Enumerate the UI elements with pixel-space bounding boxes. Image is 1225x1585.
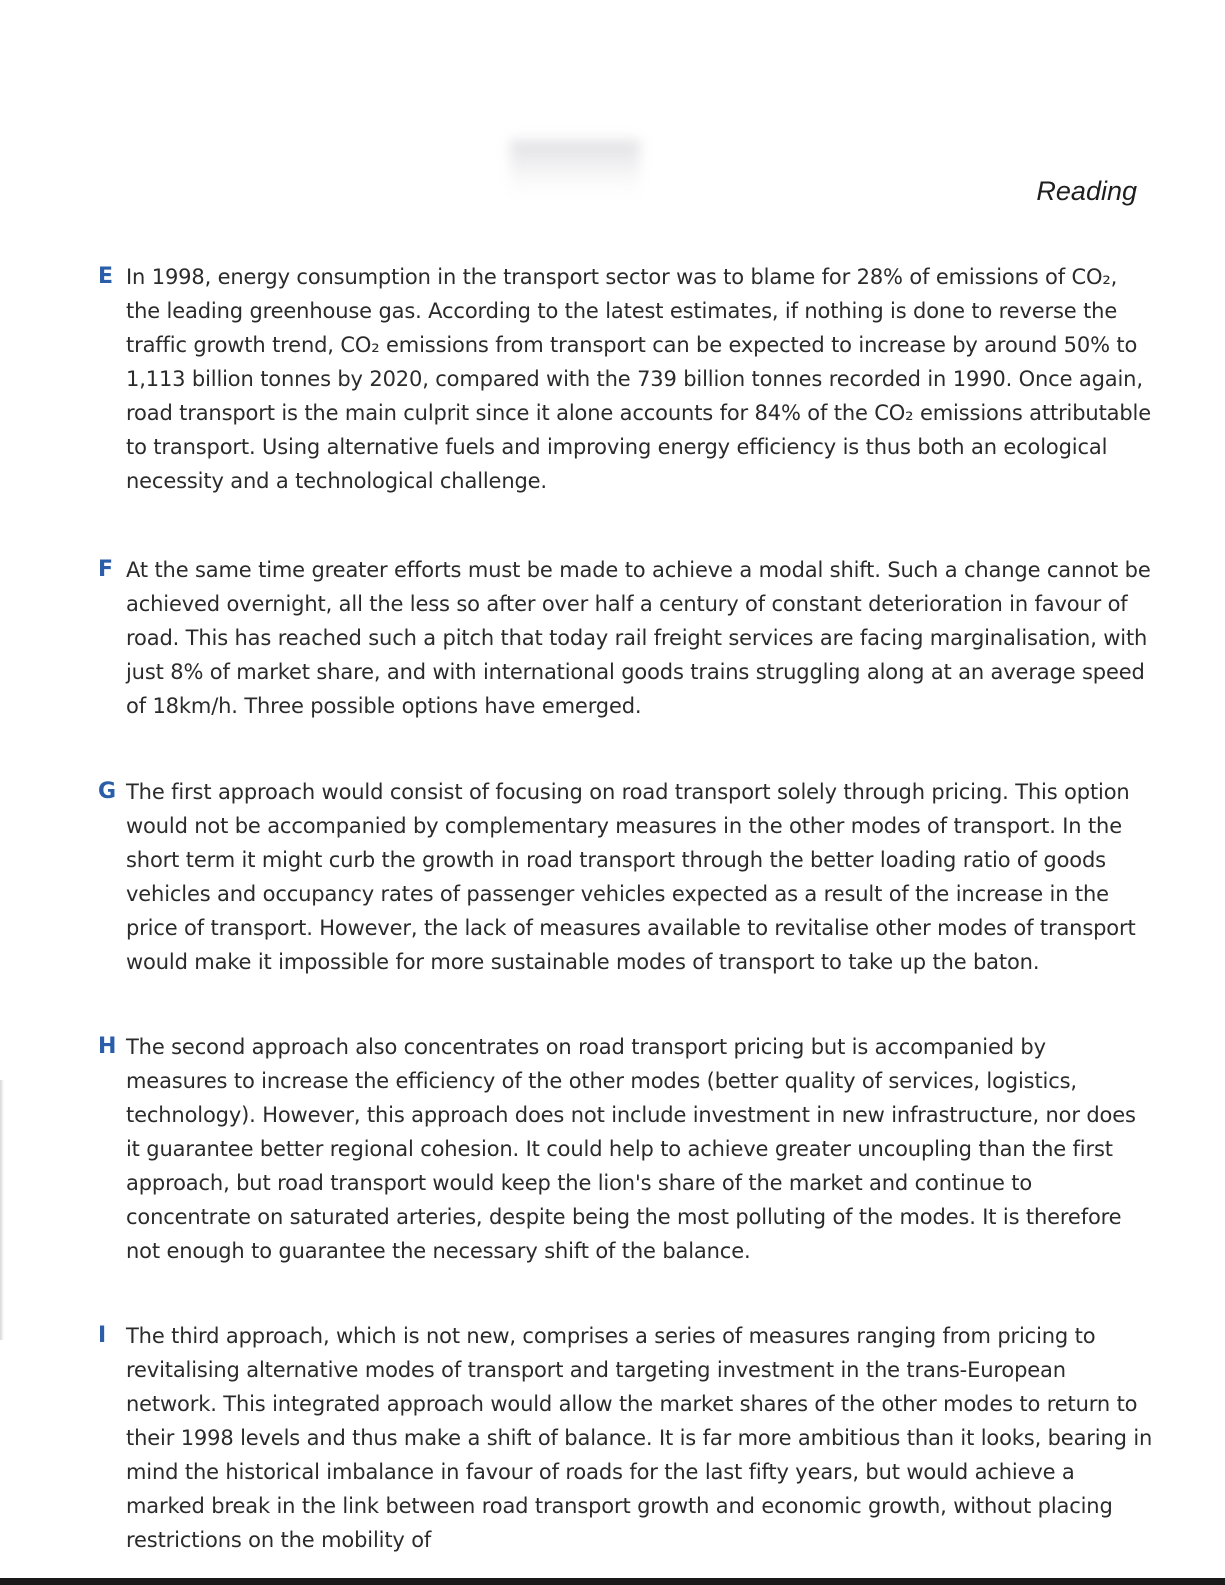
section-heading: Reading [1036,176,1137,206]
paragraph-g [98,775,1153,979]
paragraph-letter: E [98,264,114,289]
paragraph-letter: G [98,779,117,804]
paragraph-text: The first approach would consist of focusing on road transport solely through pricing. This option would not be accompanied by complementary measures in the other modes of transport. In the short term it might curb the growth in road transport through the better loading ratio of goods vehicles and occupancy rates of passenger vehicles expected as a result of the increase in the price of transport. However, the lack of measures available to revitalise other modes of transport would make it impossible for more sustainable modes of transport to take up the baton. [126,780,1136,974]
paragraph-text: At the same time greater efforts must be made to achieve a modal shift. Such a change cannot be achieved overnight, all the less so after over half a century of constant deterioration in favour of road. This has reached such a pitch that today rail freight services are facing marginalisation, with just 8% of market share, and with international goods trains struggling along at an average speed of 18km/h. Three possible options have emerged. [126,558,1151,718]
paragraph-letter: H [98,1034,117,1059]
scan-edge-shadow [0,1080,4,1340]
paragraph-letter: I [98,1323,107,1348]
paragraph-h [98,1030,1153,1268]
page-bottom-edge [0,1578,1225,1585]
scan-shadow [510,140,640,200]
paragraph-e [98,260,1153,498]
paragraph-f [98,553,1153,723]
paragraph-text: In 1998, energy consumption in the transport sector was to blame for 28% of emissions of CO₂, the leading greenhouse gas. According to the latest estimates, if nothing is done to reverse the traffic growth trend, CO₂ emissions from transport can be expected to increase by around 50% to 1,113 billion tonnes by 2020, compared with the 739 billion tonnes recorded in 1990. Once again, road transport is the main culprit since it alone accounts for 84% of the CO₂ emissions attributable to transport. Using alternative fuels and improving energy efficiency is thus both an ecological necessity and a technological challenge. [126,265,1152,493]
paragraph-letter: F [98,557,114,582]
paragraph-text: The third approach, which is not new, comprises a series of measures ranging from pricing to revitalising alternative modes of transport and targeting investment in the trans-European network. This integrated approach would allow the market shares of the other modes to return to their 1998 levels and thus make a shift of balance. It is far more ambitious than it looks, bearing in mind the historical imbalance in favour of roads for the last fifty years, but would achieve a marked break in the link between road transport growth and economic growth, without placing restrictions on the mobility of [126,1324,1153,1552]
paragraph-text: The second approach also concentrates on road transport pricing but is accompanied by measures to increase the efficiency of the other modes (better quality of services, logistics, technology). However, this approach does not include investment in new infrastructure, nor does it guarantee better regional cohesion. It could help to achieve greater uncoupling than the first approach, but road transport would keep the lion's share of the market and continue to concentrate on saturated arteries, despite being the most polluting of the modes. It is therefore not enough to guarantee the necessary shift of the balance. [126,1035,1136,1263]
paragraph-i [98,1319,1153,1557]
